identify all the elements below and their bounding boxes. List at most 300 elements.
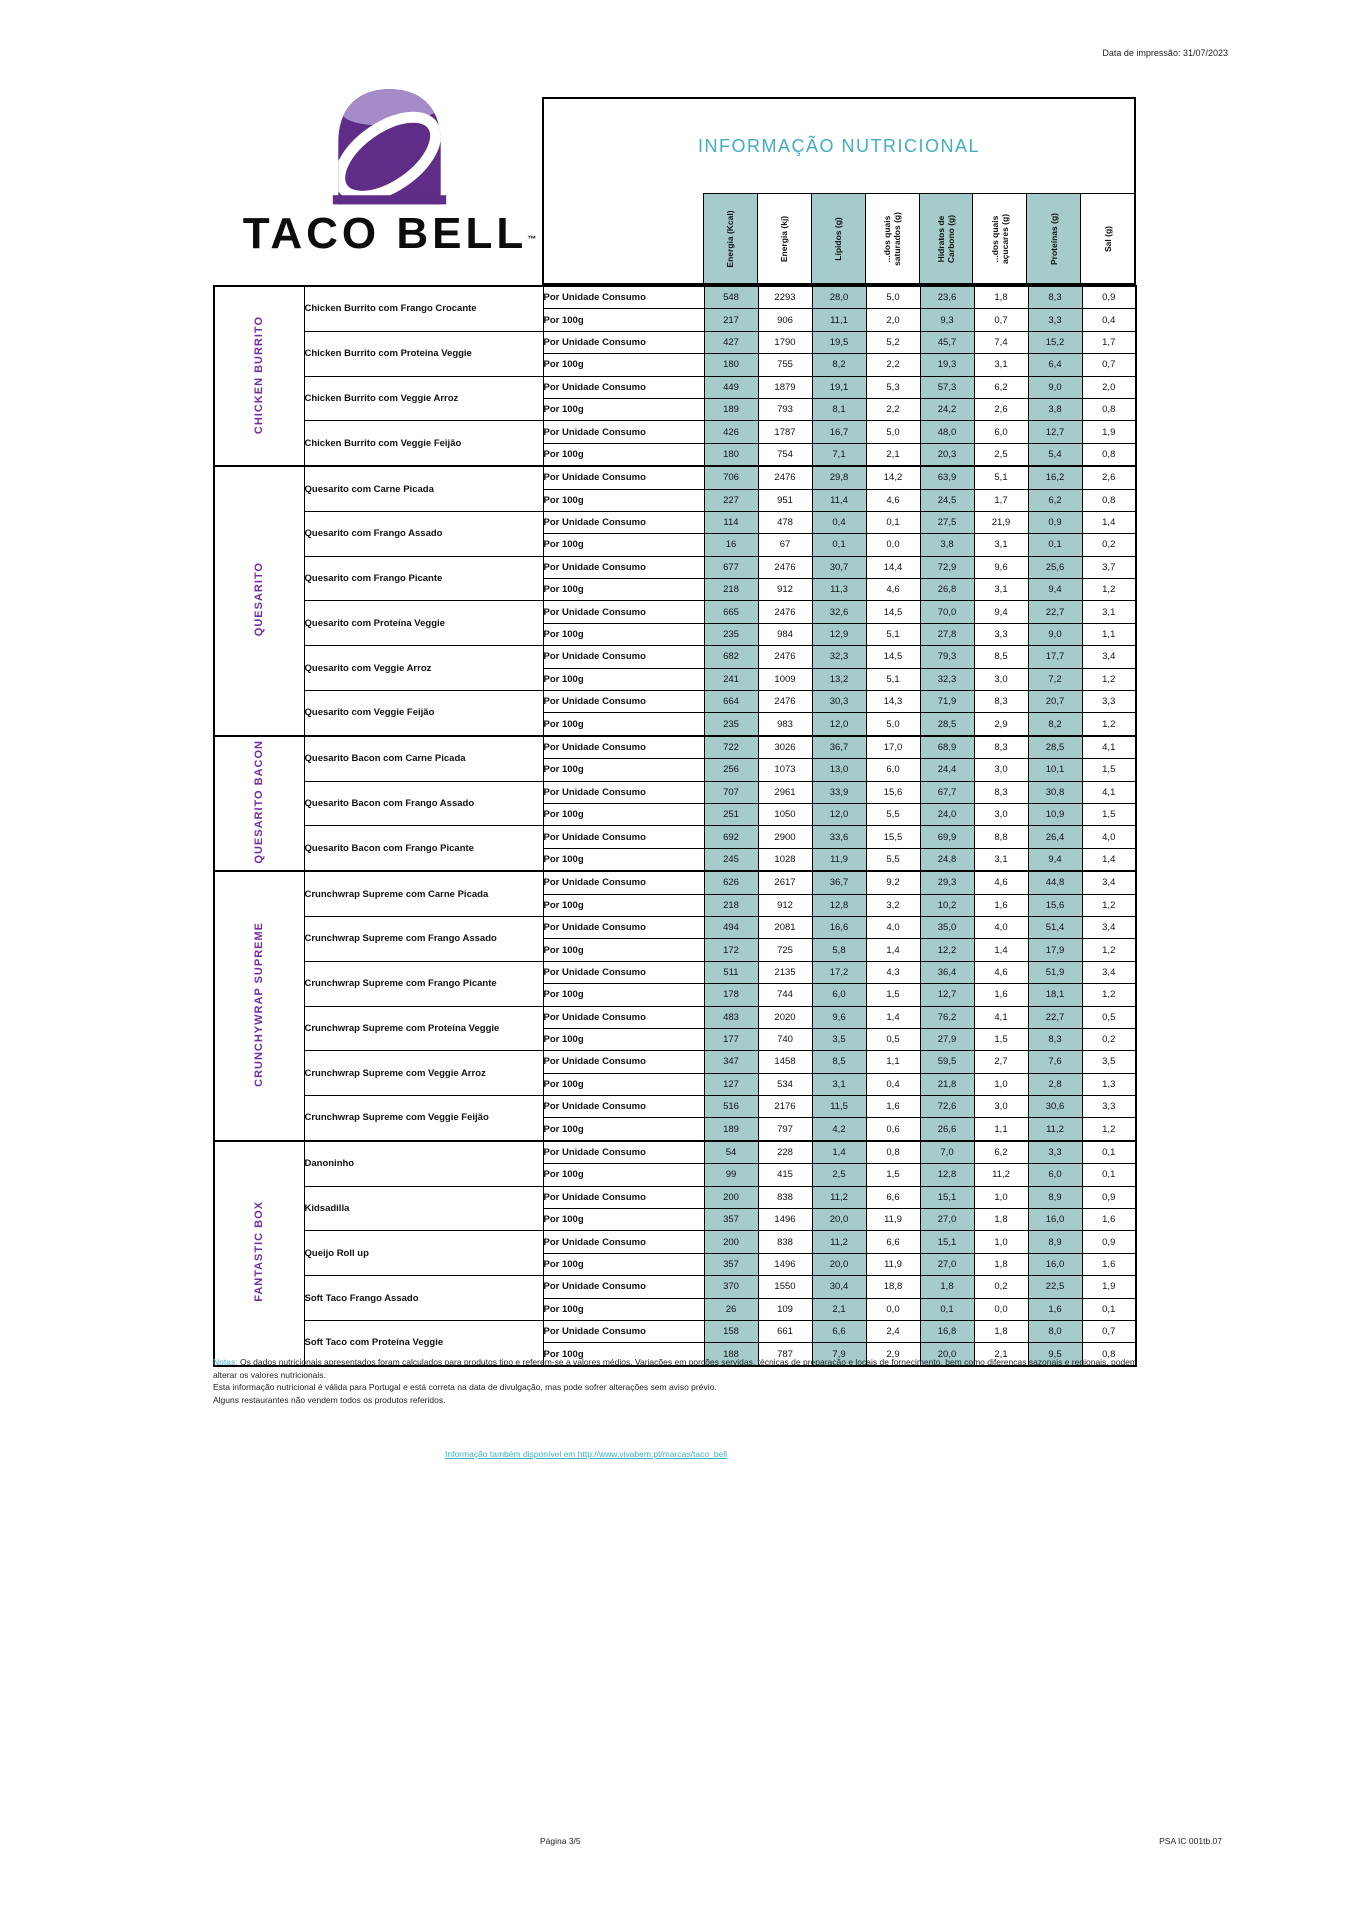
value-cell: 189 xyxy=(704,1118,758,1141)
value-cell: 0,0 xyxy=(974,1298,1028,1320)
value-cell: 2176 xyxy=(758,1096,812,1118)
value-cell: 13,2 xyxy=(812,668,866,690)
value-cell: 22,7 xyxy=(1028,1006,1082,1028)
row-type-label: Por Unidade Consumo xyxy=(543,286,704,309)
value-cell: 2,2 xyxy=(866,398,920,420)
value-cell: 59,5 xyxy=(920,1051,974,1073)
value-cell: 235 xyxy=(704,623,758,645)
product-name: Crunchwrap Supreme com Proteína Veggie xyxy=(304,1006,543,1051)
row-type-label: Por Unidade Consumo xyxy=(543,1231,704,1253)
column-header: Energia (Kcal) xyxy=(703,193,757,283)
row-type-label: Por 100g xyxy=(543,1343,704,1366)
row-type-label: Por 100g xyxy=(543,534,704,556)
value-cell: 14,5 xyxy=(866,646,920,668)
value-cell: 1,2 xyxy=(1082,939,1136,961)
value-cell: 0,7 xyxy=(974,309,1028,331)
row-type-label: Por Unidade Consumo xyxy=(543,826,704,848)
table-row xyxy=(214,286,1136,309)
value-cell: 9,4 xyxy=(1028,848,1082,871)
value-cell: 9,4 xyxy=(1028,579,1082,601)
value-cell: 227 xyxy=(704,489,758,511)
value-cell: 15,5 xyxy=(866,826,920,848)
value-cell: 26 xyxy=(704,1298,758,1320)
row-type-label: Por Unidade Consumo xyxy=(543,1276,704,1298)
value-cell: 5,5 xyxy=(866,848,920,871)
value-cell: 17,2 xyxy=(812,961,866,983)
value-cell: 2961 xyxy=(758,781,812,803)
value-cell: 2,5 xyxy=(974,443,1028,466)
value-cell: 1,2 xyxy=(1082,1118,1136,1141)
value-cell: 6,6 xyxy=(866,1231,920,1253)
value-cell: 3,0 xyxy=(974,1096,1028,1118)
value-cell: 0,4 xyxy=(866,1073,920,1095)
value-cell: 3,1 xyxy=(974,579,1028,601)
value-cell: 158 xyxy=(704,1320,758,1342)
value-cell: 426 xyxy=(704,421,758,443)
value-cell: 7,9 xyxy=(812,1343,866,1366)
value-cell: 2,1 xyxy=(974,1343,1028,1366)
value-cell: 1496 xyxy=(758,1209,812,1231)
value-cell: 2,6 xyxy=(1082,466,1136,489)
value-cell: 178 xyxy=(704,984,758,1006)
product-name: Quesarito Bacon com Carne Picada xyxy=(304,736,543,781)
value-cell: 15,1 xyxy=(920,1186,974,1208)
value-cell: 1,4 xyxy=(812,1141,866,1164)
value-cell: 3,3 xyxy=(1028,1141,1082,1164)
column-header: Energia (kj) xyxy=(757,193,811,283)
row-type-label: Por Unidade Consumo xyxy=(543,376,704,398)
value-cell: 12,9 xyxy=(812,623,866,645)
value-cell: 1,6 xyxy=(1028,1298,1082,1320)
value-cell: 1,2 xyxy=(1082,579,1136,601)
value-cell: 7,6 xyxy=(1028,1051,1082,1073)
value-cell: 8,1 xyxy=(812,398,866,420)
note-line xyxy=(213,1356,1151,1381)
value-cell: 661 xyxy=(758,1320,812,1342)
value-cell: 72,9 xyxy=(920,556,974,578)
value-cell: 0,2 xyxy=(1082,1028,1136,1050)
value-cell: 2,0 xyxy=(866,309,920,331)
value-cell: 14,3 xyxy=(866,691,920,713)
value-cell: 218 xyxy=(704,579,758,601)
value-cell: 1050 xyxy=(758,803,812,825)
value-cell: 2293 xyxy=(758,286,812,309)
product-name: Chicken Burrito com Veggie Feijão xyxy=(304,421,543,466)
value-cell: 1,0 xyxy=(974,1186,1028,1208)
value-cell: 12,2 xyxy=(920,939,974,961)
value-cell: 11,9 xyxy=(812,848,866,871)
product-name: Danoninho xyxy=(304,1141,543,1186)
column-header: ...dos quais saturados (g) xyxy=(865,193,919,283)
value-cell: 1,6 xyxy=(1082,1253,1136,1275)
value-cell: 1,8 xyxy=(974,1209,1028,1231)
product-name: Chicken Burrito com Proteina Veggie xyxy=(304,331,543,376)
row-type-label: Por 100g xyxy=(543,984,704,1006)
value-cell: 3,3 xyxy=(1082,1096,1136,1118)
value-cell: 14,5 xyxy=(866,601,920,623)
value-cell: 1,2 xyxy=(1082,668,1136,690)
value-cell: 449 xyxy=(704,376,758,398)
value-cell: 5,1 xyxy=(866,668,920,690)
value-cell: 228 xyxy=(758,1141,812,1164)
value-cell: 3,1 xyxy=(812,1073,866,1095)
value-cell: 3,4 xyxy=(1082,646,1136,668)
trademark-symbol: ™ xyxy=(527,234,537,244)
value-cell: 2,9 xyxy=(866,1343,920,1366)
value-cell: 706 xyxy=(704,466,758,489)
value-cell: 0,1 xyxy=(812,534,866,556)
value-cell: 0,4 xyxy=(1082,309,1136,331)
value-cell: 0,8 xyxy=(1082,489,1136,511)
value-cell: 8,2 xyxy=(1028,713,1082,736)
value-cell: 3,4 xyxy=(1082,916,1136,938)
value-cell: 1,7 xyxy=(974,489,1028,511)
product-name: Quesarito com Frango Assado xyxy=(304,511,543,556)
value-cell: 3026 xyxy=(758,736,812,759)
value-cell: 10,1 xyxy=(1028,759,1082,781)
value-cell: 11,3 xyxy=(812,579,866,601)
value-cell: 664 xyxy=(704,691,758,713)
value-cell: 32,3 xyxy=(920,668,974,690)
value-cell: 1,8 xyxy=(920,1276,974,1298)
category-cell xyxy=(214,466,304,736)
value-cell: 3,5 xyxy=(1082,1051,1136,1073)
value-cell: 3,8 xyxy=(1028,398,1082,420)
value-cell: 16,2 xyxy=(1028,466,1082,489)
value-cell: 4,0 xyxy=(866,916,920,938)
table-row xyxy=(214,1276,1136,1298)
value-cell: 1,5 xyxy=(1082,803,1136,825)
value-cell: 1,1 xyxy=(974,1118,1028,1141)
category-cell xyxy=(214,871,304,1141)
info-link[interactable]: Informação também disponível em http://www.vivabem.pt/marcas/taco_bell xyxy=(445,1449,728,1459)
value-cell: 10,2 xyxy=(920,894,974,916)
value-cell: 15,6 xyxy=(1028,894,1082,916)
page-title: INFORMAÇÃO NUTRICIONAL xyxy=(697,136,980,156)
value-cell: 114 xyxy=(704,511,758,533)
notes-label: Notas: xyxy=(213,1357,238,1367)
value-cell: 25,6 xyxy=(1028,556,1082,578)
value-cell: 36,7 xyxy=(812,871,866,894)
value-cell: 26,4 xyxy=(1028,826,1082,848)
row-type-label: Por 100g xyxy=(543,1164,704,1186)
value-cell: 189 xyxy=(704,398,758,420)
value-cell: 1,8 xyxy=(974,1320,1028,1342)
value-cell: 27,8 xyxy=(920,623,974,645)
category-label: QUESARITO xyxy=(253,562,266,637)
row-type-label: Por Unidade Consumo xyxy=(543,1320,704,1342)
value-cell: 12,7 xyxy=(920,984,974,1006)
value-cell: 2081 xyxy=(758,916,812,938)
value-cell: 0,5 xyxy=(866,1028,920,1050)
table-row xyxy=(214,556,1136,578)
value-cell: 26,8 xyxy=(920,579,974,601)
value-cell: 1550 xyxy=(758,1276,812,1298)
value-cell: 626 xyxy=(704,871,758,894)
value-cell: 548 xyxy=(704,286,758,309)
value-cell: 4,6 xyxy=(974,871,1028,894)
value-cell: 14,4 xyxy=(866,556,920,578)
value-cell: 4,0 xyxy=(1082,826,1136,848)
value-cell: 20,0 xyxy=(920,1343,974,1366)
value-cell: 18,8 xyxy=(866,1276,920,1298)
value-cell: 1,2 xyxy=(1082,713,1136,736)
value-cell: 2135 xyxy=(758,961,812,983)
value-cell: 0,9 xyxy=(1082,1231,1136,1253)
value-cell: 15,2 xyxy=(1028,331,1082,353)
value-cell: 347 xyxy=(704,1051,758,1073)
value-cell: 8,3 xyxy=(1028,286,1082,309)
value-cell: 1,4 xyxy=(866,1006,920,1028)
value-cell: 12,8 xyxy=(812,894,866,916)
value-cell: 1,9 xyxy=(1082,421,1136,443)
value-cell: 0,1 xyxy=(1082,1298,1136,1320)
value-cell: 48,0 xyxy=(920,421,974,443)
value-cell: 6,0 xyxy=(974,421,1028,443)
value-cell: 4,1 xyxy=(1082,736,1136,759)
table-row xyxy=(214,1096,1136,1118)
value-cell: 838 xyxy=(758,1231,812,1253)
value-cell: 1,5 xyxy=(866,1164,920,1186)
row-type-label: Por 100g xyxy=(543,579,704,601)
product-name: Chicken Burrito com Frango Crocante xyxy=(304,286,543,331)
value-cell: 5,0 xyxy=(866,286,920,309)
value-cell: 5,1 xyxy=(866,623,920,645)
value-cell: 9,4 xyxy=(974,601,1028,623)
value-cell: 24,0 xyxy=(920,803,974,825)
value-cell: 516 xyxy=(704,1096,758,1118)
product-name: Crunchwrap Supreme com Carne Picada xyxy=(304,871,543,916)
row-type-label: Por 100g xyxy=(543,1073,704,1095)
value-cell: 200 xyxy=(704,1186,758,1208)
row-type-label: Por 100g xyxy=(543,939,704,961)
value-cell: 0,2 xyxy=(974,1276,1028,1298)
value-cell: 8,3 xyxy=(974,781,1028,803)
row-type-label: Por Unidade Consumo xyxy=(543,421,704,443)
value-cell: 0,0 xyxy=(866,534,920,556)
table-row xyxy=(214,781,1136,803)
value-cell: 16,0 xyxy=(1028,1253,1082,1275)
value-cell: 8,8 xyxy=(974,826,1028,848)
row-type-label: Por Unidade Consumo xyxy=(543,781,704,803)
value-cell: 725 xyxy=(758,939,812,961)
value-cell: 0,2 xyxy=(1082,534,1136,556)
value-cell: 51,9 xyxy=(1028,961,1082,983)
value-cell: 36,4 xyxy=(920,961,974,983)
value-cell: 665 xyxy=(704,601,758,623)
value-cell: 24,8 xyxy=(920,848,974,871)
value-cell: 415 xyxy=(758,1164,812,1186)
table-row xyxy=(214,691,1136,713)
row-type-label: Por Unidade Consumo xyxy=(543,1141,704,1164)
table-row xyxy=(214,736,1136,759)
value-cell: 251 xyxy=(704,803,758,825)
value-cell: 9,3 xyxy=(920,309,974,331)
product-name: Quesarito com Carne Picada xyxy=(304,466,543,511)
value-cell: 8,9 xyxy=(1028,1186,1082,1208)
value-cell: 10,9 xyxy=(1028,803,1082,825)
value-cell: 1496 xyxy=(758,1253,812,1275)
value-cell: 8,5 xyxy=(974,646,1028,668)
value-cell: 7,1 xyxy=(812,443,866,466)
value-cell: 11,2 xyxy=(812,1186,866,1208)
value-cell: 235 xyxy=(704,713,758,736)
row-type-label: Por 100g xyxy=(543,1118,704,1141)
row-type-label: Por 100g xyxy=(543,759,704,781)
value-cell: 1,6 xyxy=(974,894,1028,916)
value-cell: 4,6 xyxy=(974,961,1028,983)
value-cell: 912 xyxy=(758,894,812,916)
value-cell: 200 xyxy=(704,1231,758,1253)
table-row xyxy=(214,871,1136,894)
notes-block xyxy=(213,1356,1151,1406)
value-cell: 99 xyxy=(704,1164,758,1186)
value-cell: 1,4 xyxy=(1082,511,1136,533)
value-cell: 3,1 xyxy=(1082,601,1136,623)
value-cell: 5,2 xyxy=(866,331,920,353)
value-cell: 23,6 xyxy=(920,286,974,309)
value-cell: 6,4 xyxy=(1028,354,1082,376)
value-cell: 357 xyxy=(704,1253,758,1275)
note-text: Os dados nutricionais apresentados foram calculados para produtos tipo e referem-se a valores médios. Variações em porções servidas, técnicas de preparação e locais de fornecimento, bem como diferenças sazonais e regionais, podem alterar os valores nutricionais. xyxy=(213,1357,1138,1380)
value-cell: 1,6 xyxy=(974,984,1028,1006)
value-cell: 3,2 xyxy=(866,894,920,916)
value-cell: 9,6 xyxy=(974,556,1028,578)
table-row xyxy=(214,646,1136,668)
row-type-label: Por Unidade Consumo xyxy=(543,961,704,983)
row-type-label: Por 100g xyxy=(543,713,704,736)
value-cell: 76,2 xyxy=(920,1006,974,1028)
value-cell: 11,2 xyxy=(974,1164,1028,1186)
column-header-spacer xyxy=(544,193,703,283)
table-row xyxy=(214,601,1136,623)
value-cell: 793 xyxy=(758,398,812,420)
value-cell: 984 xyxy=(758,623,812,645)
value-cell: 15,1 xyxy=(920,1231,974,1253)
value-cell: 6,0 xyxy=(812,984,866,1006)
value-cell: 4,1 xyxy=(1082,781,1136,803)
value-cell: 44,8 xyxy=(1028,871,1082,894)
value-cell: 6,6 xyxy=(866,1186,920,1208)
row-type-label: Por 100g xyxy=(543,1298,704,1320)
table-row xyxy=(214,511,1136,533)
value-cell: 29,3 xyxy=(920,871,974,894)
value-cell: 3,1 xyxy=(974,848,1028,871)
value-cell: 692 xyxy=(704,826,758,848)
value-cell: 797 xyxy=(758,1118,812,1141)
value-cell: 12,8 xyxy=(920,1164,974,1186)
value-cell: 177 xyxy=(704,1028,758,1050)
table-row xyxy=(214,826,1136,848)
row-type-label: Por 100g xyxy=(543,354,704,376)
value-cell: 16 xyxy=(704,534,758,556)
row-type-label: Por 100g xyxy=(543,1209,704,1231)
value-cell: 15,6 xyxy=(866,781,920,803)
row-type-label: Por 100g xyxy=(543,848,704,871)
value-cell: 21,8 xyxy=(920,1073,974,1095)
value-cell: 9,6 xyxy=(812,1006,866,1028)
value-cell: 30,7 xyxy=(812,556,866,578)
value-cell: 24,4 xyxy=(920,759,974,781)
value-cell: 32,3 xyxy=(812,646,866,668)
table-row xyxy=(214,1320,1136,1342)
value-cell: 18,1 xyxy=(1028,984,1082,1006)
value-cell: 71,9 xyxy=(920,691,974,713)
value-cell: 951 xyxy=(758,489,812,511)
value-cell: 5,5 xyxy=(866,803,920,825)
table-row xyxy=(214,376,1136,398)
category-label: QUESARITO BACON xyxy=(253,740,266,864)
value-cell: 8,3 xyxy=(1028,1028,1082,1050)
value-cell: 19,3 xyxy=(920,354,974,376)
value-cell: 11,1 xyxy=(812,309,866,331)
row-type-label: Por Unidade Consumo xyxy=(543,466,704,489)
product-name: Chicken Burrito com Veggie Arroz xyxy=(304,376,543,421)
value-cell: 3,5 xyxy=(812,1028,866,1050)
table-row xyxy=(214,466,1136,489)
value-cell: 3,3 xyxy=(974,623,1028,645)
value-cell: 180 xyxy=(704,354,758,376)
product-name: Quesarito Bacon com Frango Picante xyxy=(304,826,543,871)
value-cell: 5,4 xyxy=(1028,443,1082,466)
value-cell: 494 xyxy=(704,916,758,938)
value-cell: 20,0 xyxy=(812,1209,866,1231)
value-cell: 0,1 xyxy=(1028,534,1082,556)
row-type-label: Por Unidade Consumo xyxy=(543,646,704,668)
value-cell: 8,3 xyxy=(974,736,1028,759)
value-cell: 755 xyxy=(758,354,812,376)
value-cell: 36,7 xyxy=(812,736,866,759)
value-cell: 5,8 xyxy=(812,939,866,961)
value-cell: 740 xyxy=(758,1028,812,1050)
value-cell: 1879 xyxy=(758,376,812,398)
table-row xyxy=(214,421,1136,443)
page-number: Página 3/5 xyxy=(540,1836,581,1846)
value-cell: 1,4 xyxy=(866,939,920,961)
row-type-label: Por 100g xyxy=(543,894,704,916)
value-cell: 8,0 xyxy=(1028,1320,1082,1342)
column-header: Hidratos de Carbono (g) xyxy=(919,193,973,283)
value-cell: 12,0 xyxy=(812,803,866,825)
value-cell: 188 xyxy=(704,1343,758,1366)
value-cell: 4,2 xyxy=(812,1118,866,1141)
value-cell: 3,8 xyxy=(920,534,974,556)
value-cell: 27,9 xyxy=(920,1028,974,1050)
value-cell: 24,5 xyxy=(920,489,974,511)
value-cell: 218 xyxy=(704,894,758,916)
value-cell: 63,9 xyxy=(920,466,974,489)
value-cell: 2,4 xyxy=(866,1320,920,1342)
value-cell: 3,1 xyxy=(974,534,1028,556)
value-cell: 67,7 xyxy=(920,781,974,803)
value-cell: 2476 xyxy=(758,601,812,623)
category-cell xyxy=(214,736,304,871)
value-cell: 6,6 xyxy=(812,1320,866,1342)
value-cell: 912 xyxy=(758,579,812,601)
row-type-label: Por 100g xyxy=(543,803,704,825)
value-cell: 9,0 xyxy=(1028,623,1082,645)
value-cell: 11,9 xyxy=(866,1253,920,1275)
value-cell: 68,9 xyxy=(920,736,974,759)
value-cell: 17,7 xyxy=(1028,646,1082,668)
value-cell: 754 xyxy=(758,443,812,466)
value-cell: 28,5 xyxy=(1028,736,1082,759)
value-cell: 16,7 xyxy=(812,421,866,443)
product-name: Crunchwrap Supreme com Veggie Arroz xyxy=(304,1051,543,1096)
category-cell xyxy=(214,286,304,466)
value-cell: 69,9 xyxy=(920,826,974,848)
value-cell: 16,0 xyxy=(1028,1209,1082,1231)
